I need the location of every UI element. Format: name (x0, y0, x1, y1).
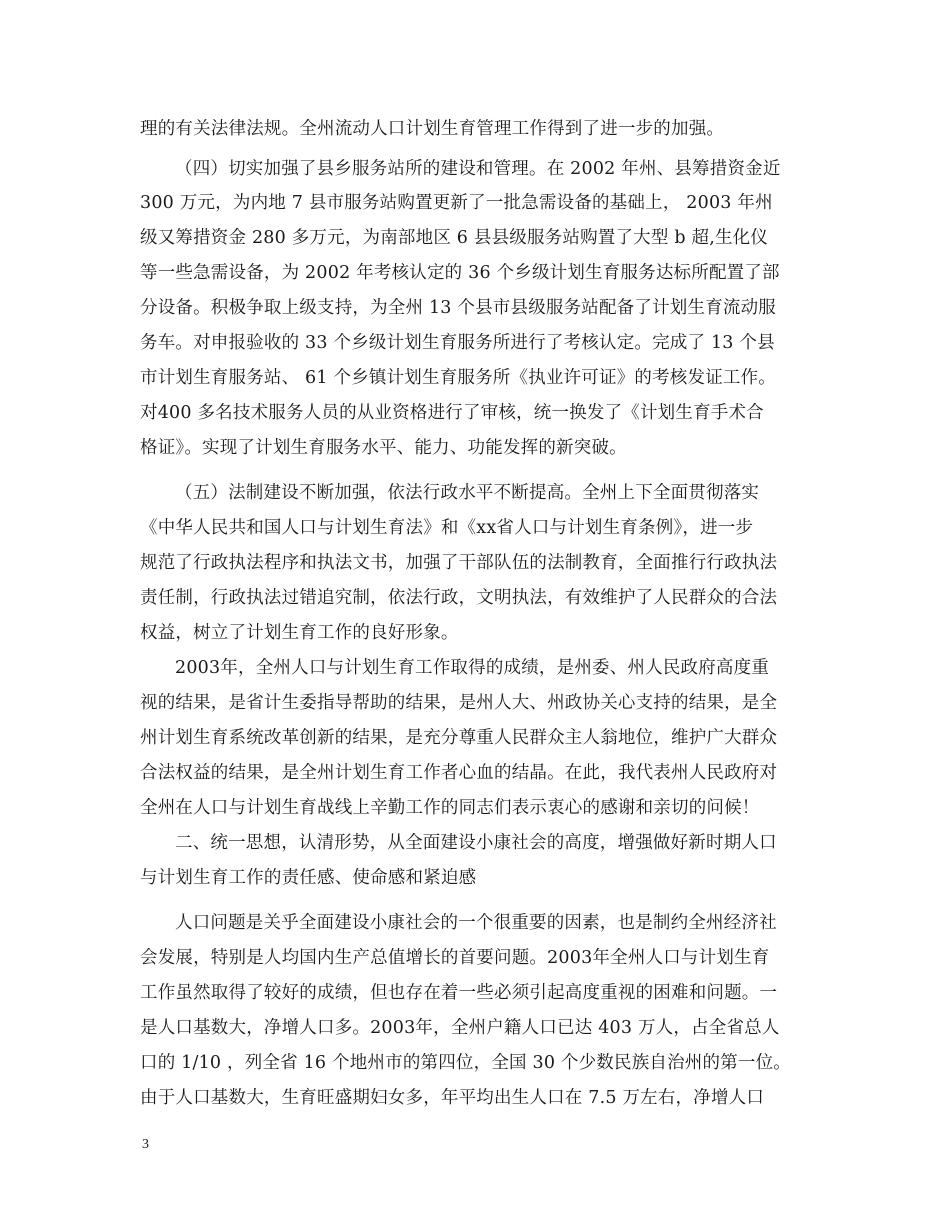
text-line: 责任制，行政执法过错追究制，依法行政，文明执法，有效维护了人民群众的合法 (140, 588, 778, 608)
text-line: 会发展，特别是人均国内生产总值增长的首要问题。2003年全州人口与计划生育 (140, 948, 770, 968)
text-line: 是人口基数大，净增人口多。2003年，全州户籍人口已达 403 万人，占全省总人 (140, 1018, 780, 1038)
text-line: 对400 多名技术服务人员的从业资格进行了审核，统一换发了《计划生育手术合 (140, 403, 764, 423)
text-line: 视的结果，是省计生委指导帮助的结果，是州人大、州政协关心支持的结果，是全 (140, 693, 778, 713)
text-line: 与计划生育工作的责任感、使命感和紧迫感 (140, 868, 477, 888)
text-line: 规范了行政执法程序和执法文书，加强了干部队伍的法制教育，全面推行行政执法 (140, 553, 778, 573)
text-line: 工作虽然取得了较好的成绩，但也存在着一些必须引起高度重视的困难和问题。一 (140, 983, 778, 1003)
text-line: 二、统一思想，认清形势，从全面建设小康社会的高度，增强做好新时期人口 (175, 833, 777, 853)
page-number: 3 (142, 1137, 149, 1152)
text-line: （五）法制建设不断加强，依法行政水平不断提高。全州上下全面贯彻落实 (175, 483, 760, 503)
text-line: 等一些急需设备，为 2002 年考核认定的 36 个乡级计划生育服务达标所配置了部 (140, 263, 780, 283)
text-line: 全州在人口与计划生育战线上辛勤工作的同志们表示衷心的感谢和亲切的问候！ (140, 798, 760, 818)
text-line: 人口问题是关乎全面建设小康社会的一个很重要的因素，也是制约全州经济社 (175, 913, 777, 933)
text-line: （四）切实加强了县乡服务站所的建设和管理。在 2002 年州、县筹措资金近 (175, 159, 781, 179)
text-line: 2003年，全州人口与计划生育工作取得的成绩，是州委、州人民政府高度重 (175, 658, 770, 678)
text-line: 分设备。积极争取上级支持，为全州 13 个县市县级服务站配备了计划生育流动服 (140, 298, 776, 318)
text-line: 级又筹措资金 280 多万元，为南部地区 6 县县级服务站购置了大型 b 超,生化仪 (140, 228, 769, 248)
text-line: 务车。对申报验收的 33 个乡级计划生育服务所进行了考核认定。完成了 13 个县 (140, 333, 775, 353)
text-line: 市计划生育服务站、 61 个乡镇计划生育服务所《执业许可证》的考核发证工作。 (140, 368, 776, 388)
text-line: 格证》。实现了计划生育服务水平、能力、功能发挥的新突破。 (140, 438, 627, 458)
text-line: 口的 1/10 ，列全省 16 个地州市的第四位，全国 30 个少数民族自治州的第一位。 (140, 1053, 792, 1073)
text-line: 理的有关法律法规。全州流动人口计划生育管理工作得到了进一步的加强。 (140, 119, 725, 139)
text-line: 合法权益的结果，是全州计划生育工作者心血的结晶。在此，我代表州人民政府对 (140, 763, 778, 783)
text-line: 《中华人民共和国人口与计划生育法》和《xx省人口与计划生育条例》，进一步 (140, 518, 754, 538)
text-line: 由于人口基数大，生育旺盛期妇女多，年平均出生人口在 7.5 万左右，净增人口 (140, 1088, 765, 1108)
text-line: 300 万元，为内地 7 县市服务站购置更新了一批急需设备的基础上， 2003 年州 (140, 193, 773, 213)
text-line: 权益，树立了计划生育工作的良好形象。 (140, 623, 459, 643)
text-line: 州计划生育系统改革创新的结果，是充分尊重人民群众主人翁地位，维护广大群众 (140, 728, 778, 748)
